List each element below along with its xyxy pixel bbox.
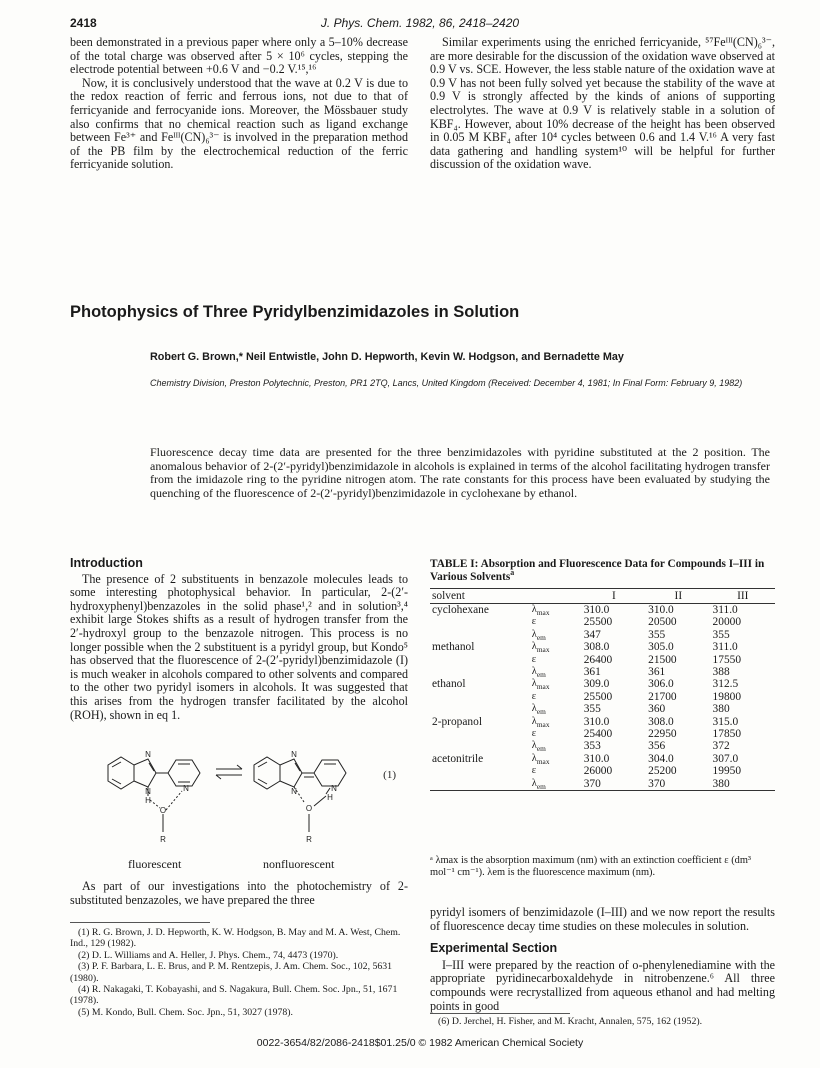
- cell-quantity: [530, 604, 582, 617]
- quantity-symbol: ε: [531, 765, 537, 777]
- cell-compound-i: 25400: [583, 728, 613, 741]
- label-nonfluorescent: nonfluorescent: [263, 857, 335, 871]
- quantity-symbol: λ: [531, 678, 537, 690]
- table-row: [430, 778, 775, 791]
- prev-article-right-column: [430, 36, 775, 172]
- atom-n-left-pyridine: N: [183, 784, 189, 793]
- cell-compound-ii: 370: [646, 778, 710, 791]
- quantity-symbol: ε: [531, 690, 537, 702]
- cell-compound-iii: 20000: [712, 616, 742, 629]
- label-fluorescent: fluorescent: [128, 857, 182, 871]
- cell-compound-i: 361: [583, 666, 601, 679]
- quantity-subscript: em: [536, 781, 546, 791]
- quantity-symbol: ε: [531, 728, 537, 740]
- cell-compound-ii: 21700: [648, 690, 677, 703]
- footnote-item: (6) D. Jerchel, H. Fisher, and M. Kracht, Annalen, 575, 162 (1952).: [438, 1016, 703, 1027]
- cell-compound-i: 353: [583, 740, 601, 753]
- cell-solvent: [430, 616, 530, 628]
- cell-solvent: [430, 728, 530, 740]
- quantity-subscript: em: [536, 670, 546, 680]
- cell-solvent: 2-propanol: [432, 715, 482, 728]
- cell-quantity: [530, 728, 582, 740]
- cell-quantity: [530, 753, 582, 765]
- header-compound-iii: III: [711, 589, 775, 604]
- introduction-continued: [70, 880, 408, 907]
- cell-compound-iii: 307.0: [712, 752, 739, 765]
- affiliation: Chemistry Division, Preston Polytechnic, Preston, PR1 2TQ, Lancs, United Kingdom (Received: December 4, 1981; In Final Form: February 9, 1982): [150, 378, 743, 388]
- cell-compound-iii: 380: [712, 703, 730, 716]
- footnote-item: (4) R. Nakagaki, T. Kobayashi, and S. Nagakura, Bull. Chem. Soc. Jpn., 51, 1671 (1978).: [70, 984, 398, 1007]
- table-row: [430, 666, 775, 678]
- table-row: [430, 728, 775, 740]
- cell-compound-iii: 372: [712, 740, 730, 753]
- imidazole-ring-left: [134, 759, 156, 787]
- cell-compound-iii: 311.0: [712, 604, 738, 616]
- atom-n-left-top: N: [145, 750, 151, 759]
- quantity-subscript: em: [536, 707, 546, 717]
- footnote-item: (3) P. F. Barbara, L. E. Brus, and P. M. Rentzepis, J. Am. Chem. Soc., 102, 5631 (1980).: [70, 961, 393, 984]
- atom-n-left-bottom: N: [145, 787, 151, 796]
- cell-solvent: [430, 654, 530, 666]
- table-title-text: TABLE I: Absorption and Fluorescence Data for Compounds I–III in Various Solvents: [430, 558, 765, 583]
- table-header-row: [430, 589, 775, 604]
- cell-solvent: [430, 691, 530, 703]
- cell-solvent: [430, 740, 530, 752]
- experimental-heading: Experimental Section: [430, 941, 558, 956]
- cell-solvent: [430, 765, 530, 777]
- footnote-item: (5) M. Kondo, Bull. Chem. Soc. Jpn., 51, 3027 (1978).: [78, 1006, 293, 1018]
- prev-right-paragraph-1: Similar experiments using the enriched ferricyanide, ⁵⁷Feᴵᴵᴵ(CN)₆³⁻, are more desirable for the discussion of the oxidation wave observed at 0.9 V vs. SCE. However, the less stable nature of the oxidation wave at 0.9 V has not been fully solved yet because the stability of the wave at 0.9 V is strongly affected by the kinds of anions of supporting electrolytes. The wave at 0.9 V is relatively stable in a solution of KBF₄. However, about 10% decrease of the height has been observed in 0.05 M KBF₄ after 10⁴ cycles between 0.6 and 1.4 V.¹⁶ A very fast data gathering and handling system¹⁰ will be helpful for further discussion of the oxidation wave.: [430, 35, 775, 172]
- header-compound-i: I: [582, 589, 646, 604]
- quantity-symbol: ε: [531, 616, 537, 628]
- quantity-subscript: max: [536, 756, 550, 766]
- quantity-symbol: λ: [531, 703, 537, 715]
- cell-compound-i: 26000: [583, 765, 613, 778]
- cell-quantity: [530, 654, 582, 666]
- cell-compound-i: 308.0: [583, 641, 610, 654]
- introduction-paragraph-2: As part of our investigations into the photochemistry of 2-substituted benzazoles, we have prepared the three: [70, 879, 408, 907]
- article-title: Photophysics of Three Pyridylbenzimidazoles in Solution: [70, 303, 520, 321]
- footnote-rule-right: [430, 1013, 570, 1014]
- cell-compound-ii: 20500: [648, 616, 677, 629]
- atom-o-left: O: [159, 806, 167, 815]
- header-solvent: solvent: [430, 589, 530, 604]
- cell-solvent: ethanol: [432, 678, 466, 691]
- footnote-rule-left: [70, 922, 210, 923]
- cell-compound-ii: 305.0: [648, 641, 674, 654]
- quantity-symbol: λ: [531, 641, 537, 653]
- quantity-symbol: λ: [531, 777, 537, 789]
- cell-quantity: [530, 765, 582, 777]
- table-row: [430, 604, 775, 617]
- cell-solvent: cyclohexane: [432, 604, 489, 616]
- cell-quantity: [530, 678, 582, 690]
- table-row: [430, 654, 775, 666]
- cell-compound-ii: 306.0: [648, 678, 674, 691]
- atom-r-left: R: [160, 835, 166, 844]
- introduction-heading: Introduction: [70, 556, 143, 570]
- cell-compound-ii: 361: [648, 666, 666, 679]
- cell-compound-i: 310.0: [583, 715, 610, 728]
- cell-compound-ii: 355: [648, 628, 666, 641]
- cell-compound-ii: 310.0: [648, 604, 674, 616]
- quantity-subscript: em: [536, 744, 546, 754]
- cell-compound-i: 25500: [583, 616, 613, 629]
- cell-solvent: [430, 629, 530, 641]
- introduction-paragraph-1: The presence of 2 substituents in benzazole molecules leads to some interesting photophysical behavior. In particular, 2-(2′-hydroxyphenyl)benzazoles in the solid phase¹,² and in solution³,⁴ exhibit large Stokes shifts as a result of hydrogen transfer from the 2′-hydroxyl group to the benzazole nitrogen. This process is no longer possible when the 2 substituent is a pyridyl group, but Kondo⁵ has observed that the fluorescence of 2-(2′-pyridyl)benzimidazole (I) is much weaker in alcohols compared to other solvents and compared to the other two pyridyl isomers in alcohols. It was suggested that this arises from the hydrogen transfer facilitated by the alcohol (ROH), shown in eq 1.: [70, 571, 408, 722]
- atom-h-left: H: [145, 796, 151, 805]
- equation-number: (1): [383, 769, 396, 781]
- author-list: Robert G. Brown,* Neil Entwistle, John D. Hepworth, Kevin W. Hodgson, and Bernadette May: [150, 351, 624, 363]
- cell-solvent: [430, 778, 530, 791]
- table-row: [430, 678, 775, 690]
- atom-o-right: O: [305, 804, 313, 813]
- cell-quantity: [530, 716, 582, 728]
- cell-compound-ii: 356: [648, 740, 666, 753]
- prev-article-left-column: [70, 36, 408, 172]
- atom-n-right-bottom: N: [291, 787, 297, 796]
- quantity-symbol: λ: [531, 715, 537, 727]
- cell-compound-ii: 304.0: [648, 752, 674, 765]
- cell-compound-i: 355: [583, 703, 601, 716]
- table-row: [430, 629, 775, 641]
- prev-left-paragraph-2: Now, it is conclusively understood that the wave at 0.2 V is due to the redox reaction of ferric and ferrous ions, not due to that of ferricyanide and ferrocyanide ions. Moreover, the Mössbauer study also confirms that no chemical reaction such as ligand exchange between Fe³⁺ and Feᴵᴵᴵ(CN)₆³⁻ is involved in the preparation method of the PB film by the electrochemical reduction of the ferric ferricyanide solution.: [70, 75, 408, 172]
- quantity-subscript: em: [536, 632, 546, 642]
- atom-r-right: R: [306, 835, 312, 844]
- quantity-symbol: λ: [531, 740, 537, 752]
- cell-solvent: [430, 703, 530, 715]
- equation-1-scheme: [96, 736, 408, 850]
- cell-quantity: [530, 778, 582, 791]
- cell-compound-i: 310.0: [583, 752, 610, 765]
- abstract: [150, 446, 770, 500]
- cell-quantity: [530, 703, 582, 715]
- imidazole-ring-right: [280, 759, 302, 787]
- table-row: [430, 765, 775, 777]
- cell-compound-iii: 312.5: [712, 678, 739, 691]
- cell-compound-i: 26400: [583, 653, 613, 666]
- quantity-symbol: λ: [531, 628, 537, 640]
- quantity-subscript: max: [536, 645, 550, 655]
- table-footnote: ᵃ λmax is the absorption maximum (nm) with an extinction coefficient ε (dm³ mol⁻¹ cm⁻¹). λem is the fluorescence maximum (nm).: [430, 855, 752, 879]
- cell-quantity: [530, 740, 582, 752]
- quantity-symbol: λ: [531, 666, 537, 678]
- table-row: [430, 753, 775, 765]
- cell-compound-i: 310.0: [583, 604, 610, 616]
- cell-solvent: [430, 666, 530, 678]
- intro-continuation: pyridyl isomers of benzimidazole (I–III) and we now report the results of fluorescence decay time studies on these molecules in solution.: [430, 905, 775, 933]
- atom-n-right-top: N: [291, 750, 297, 759]
- right-column-text: [430, 906, 775, 1013]
- cell-compound-iii: 17850: [712, 728, 742, 741]
- cell-compound-i: 370: [582, 778, 646, 791]
- cell-compound-iii: 315.0: [712, 715, 739, 728]
- cell-compound-ii: 21500: [648, 653, 677, 666]
- quantity-symbol: λ: [531, 752, 537, 764]
- cell-quantity: [530, 629, 582, 641]
- quantity-subscript: max: [536, 608, 550, 618]
- footnote-item: (2) D. L. Williams and A. Heller, J. Phys. Chem., 74, 4473 (1970).: [78, 949, 339, 961]
- cell-compound-i: 309.0: [583, 678, 610, 691]
- cell-compound-ii: 308.0: [648, 715, 674, 728]
- cell-compound-i: 25500: [583, 690, 613, 703]
- table-row: [430, 740, 775, 752]
- footnotes-right: [430, 1016, 775, 1027]
- cell-compound-iii: 19950: [712, 765, 742, 778]
- table-row: [430, 616, 775, 628]
- footnotes-left: [70, 927, 408, 1018]
- cell-compound-iii: 388: [712, 666, 730, 679]
- table-row: [430, 703, 775, 715]
- prev-left-paragraph-1: been demonstrated in a previous paper where only a 5–10% decrease of the total charge was observed after 5 × 10⁶ cycles, stepping the electrode potential between +0.6 V and −0.2 V.¹⁵,¹⁶: [70, 35, 408, 77]
- cell-compound-iii: 17550: [712, 653, 742, 666]
- header-compound-ii: II: [646, 589, 710, 604]
- header-quantity: [530, 589, 582, 604]
- quantity-symbol: ε: [531, 653, 537, 665]
- abstract-text: Fluorescence decay time data are presented for the three benzimidazoles with pyridine substituted at the 2 position. The anomalous behavior of 2-(2′-pyridyl)benzimidazole in alcohols is explained in terms of the alcohol facilitating hydrogen transfer from the imidazole ring to the pyridine nitrogen atom. The rate constants for this process have been evaluated by studying the quenching of the fluorescence of 2-(2′-pyridyl)benzimidazole in cyclohexane by ethanol.: [150, 445, 770, 500]
- page-footer: 0022-3654/82/2086-2418$01.25/0 © 1982 American Chemical Society: [256, 1037, 584, 1049]
- experimental-paragraph-1: I–III were prepared by the reaction of o-phenylenediamine with the appropriate pyridinecarboxaldehyde in nitrobenzene.⁶ All three compounds were recrystallized from aqueous ethanol and had melting points in good: [430, 957, 775, 1013]
- journal-citation: J. Phys. Chem. 1982, 86, 2418–2420: [320, 16, 520, 30]
- table-row: [430, 716, 775, 728]
- cell-solvent: methanol: [432, 641, 475, 654]
- running-header: [70, 16, 770, 32]
- table-title-footnote-mark: a: [510, 568, 515, 578]
- cell-compound-iii: 380: [711, 778, 775, 791]
- cell-compound-ii: 25200: [648, 765, 677, 778]
- cell-quantity: [530, 691, 582, 703]
- introduction-column: [70, 557, 408, 722]
- table-row: [430, 641, 775, 653]
- quantity-subscript: max: [536, 719, 550, 729]
- atom-n-right-pyridine: N: [331, 784, 337, 793]
- cell-quantity: [530, 641, 582, 653]
- table-row: [430, 691, 775, 703]
- data-table: [430, 588, 775, 791]
- footnote-item: (1) R. G. Brown, J. D. Hepworth, K. W. Hodgson, B. May and M. A. West, Chem. Ind., 129 (1982).: [70, 927, 401, 950]
- cell-quantity: [530, 616, 582, 628]
- table-title: [430, 558, 775, 584]
- cell-compound-iii: 311.0: [712, 641, 738, 654]
- quantity-subscript: max: [536, 682, 550, 692]
- cell-quantity: [530, 666, 582, 678]
- cell-compound-iii: 355: [712, 628, 730, 641]
- atom-h-right: H: [327, 793, 333, 802]
- cell-compound-iii: 19800: [712, 690, 742, 703]
- benzene-ring-right: [254, 757, 280, 789]
- page-number: 2418: [70, 16, 97, 30]
- benzene-ring-left: [108, 757, 134, 789]
- cell-compound-i: 347: [583, 628, 601, 641]
- quantity-symbol: λ: [531, 604, 537, 615]
- cell-solvent: acetonitrile: [432, 752, 484, 765]
- cell-compound-ii: 22950: [648, 728, 677, 741]
- cell-compound-ii: 360: [648, 703, 666, 716]
